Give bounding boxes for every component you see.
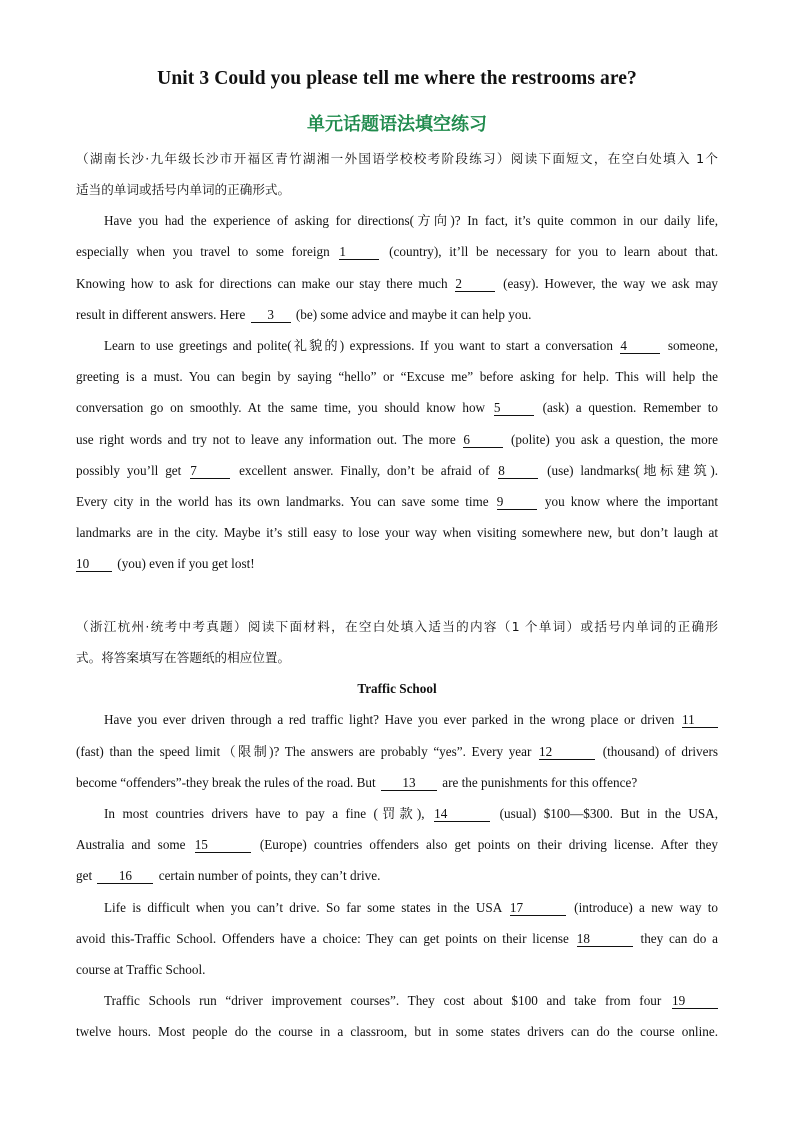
passage1-instruction-line: （湖南长沙·九年级长沙市开福区青竹湖湘一外国语学校校考阶段练习）阅读下面短文，在空白处填入 1个 bbox=[76, 151, 718, 166]
answer-blank-8[interactable]: 8 bbox=[498, 463, 538, 479]
answer-blank-2[interactable]: 2 bbox=[455, 276, 495, 292]
passage2-line: Australia and some 15 (Europe) countries offenders also get points on their driving license. After they bbox=[76, 837, 719, 852]
passage1-line: Learn to use greetings and polite(礼貌的) expressions. If you want to start a conversation 4 someone, bbox=[104, 338, 719, 353]
answer-blank-4[interactable]: 4 bbox=[620, 338, 660, 354]
passage1-instruction-line: 适当的单词或括号内单词的正确形式。 bbox=[76, 182, 291, 197]
passage2-heading: Traffic School bbox=[357, 681, 437, 696]
passage2-line: twelve hours. Most people do the course in a classroom, but in some states drivers can do the course online. bbox=[76, 1024, 718, 1039]
passage1-line: possibly you’ll get 7 excellent answer. Finally, don’t be afraid of 8 (use) landmarks(地标建筑). bbox=[76, 463, 719, 478]
passage1-line: conversation go on smoothly. At the same time, you should know how 5 (ask) a question. Remember to bbox=[76, 400, 718, 415]
passage1-line: 10 (you) even if you get lost! bbox=[76, 556, 255, 571]
answer-blank-9[interactable]: 9 bbox=[497, 494, 537, 510]
passage1-line: Have you had the experience of asking for directions(方向)? In fact, it’s quite common in our daily life, bbox=[104, 213, 718, 228]
answer-blank-13[interactable]: 13 bbox=[381, 775, 437, 791]
passage1-line: Every city in the world has its own landmarks. You can save some time 9 you know where the important bbox=[76, 494, 718, 509]
answer-blank-18[interactable]: 18 bbox=[577, 931, 633, 947]
passage1-line: especially when you travel to some foreign 1 (country), it’ll be necessary for you to learn about that. bbox=[76, 244, 718, 259]
page-title: Unit 3 Could you please tell me where the restrooms are? bbox=[157, 68, 637, 89]
answer-blank-12[interactable]: 12 bbox=[539, 744, 595, 760]
answer-blank-7[interactable]: 7 bbox=[190, 463, 230, 479]
page-subtitle: 单元话题语法填空练习 bbox=[307, 114, 487, 135]
answer-blank-5[interactable]: 5 bbox=[494, 400, 534, 416]
passage2-line: In most countries drivers have to pay a fine (罚款), 14 (usual) $100—$300. But in the USA, bbox=[104, 806, 718, 821]
answer-blank-11[interactable]: 11 bbox=[682, 712, 718, 728]
answer-blank-3[interactable]: 3 bbox=[251, 307, 291, 323]
passage2-line: get 16 certain number of points, they can’t drive. bbox=[76, 868, 381, 883]
passage1-line: landmarks are in the city. Maybe it’s still easy to lose your way when visiting somewhere new, but don’t laugh at bbox=[76, 525, 718, 540]
passage2-line: Traffic Schools run “driver improvement courses”. They cost about $100 and take from four 19 bbox=[104, 991, 718, 1011]
answer-blank-19[interactable]: 19 bbox=[672, 993, 718, 1009]
answer-blank-17[interactable]: 17 bbox=[510, 900, 566, 916]
passage2-line: (fast) than the speed limit（限制)? The answers are probably “yes”. Every year 12 (thousand) of drivers bbox=[76, 744, 719, 759]
passage2-instruction-line: （浙江杭州·统考中考真题）阅读下面材料，在空白处填入适当的内容（1 个单词）或括号内单词的正确形 bbox=[76, 619, 718, 634]
passage2-instruction-line: 式。将答案填写在答题纸的相应位置。 bbox=[76, 650, 291, 665]
passage2-line: become “offenders”-they break the rules of the road. But 13 are the punishments for this offence? bbox=[76, 775, 638, 790]
passage1-line: result in different answers. Here 3 (be) some advice and maybe it can help you. bbox=[76, 307, 532, 322]
passage2-line: course at Traffic School. bbox=[76, 962, 206, 977]
answer-blank-6[interactable]: 6 bbox=[463, 432, 503, 448]
answer-blank-1[interactable]: 1 bbox=[339, 244, 379, 260]
answer-blank-10[interactable]: 10 bbox=[76, 556, 112, 572]
passage1-line: greeting is a must. You can begin by saying “hello” or “Excuse me” before asking for help. This will help the bbox=[76, 369, 718, 384]
answer-blank-15[interactable]: 15 bbox=[195, 837, 251, 853]
answer-blank-16[interactable]: 16 bbox=[97, 868, 153, 884]
passage2-line: Life is difficult when you can’t drive. So far some states in the USA 17 (introduce) a new way to bbox=[104, 900, 719, 915]
passage1-line: Knowing how to ask for directions can make our stay there much 2 (easy). However, the way we ask may bbox=[76, 276, 719, 291]
passage1-line: use right words and try not to leave any information out. The more 6 (polite) you ask a question, the more bbox=[76, 432, 719, 447]
answer-blank-14[interactable]: 14 bbox=[434, 806, 490, 822]
passage2-line: avoid this-Traffic School. Offenders have a choice: They can get points on their license 18 they can do a bbox=[76, 931, 719, 946]
passage2-line: Have you ever driven through a red traffic light? Have you ever parked in the wrong place or driven 11 bbox=[104, 710, 718, 730]
